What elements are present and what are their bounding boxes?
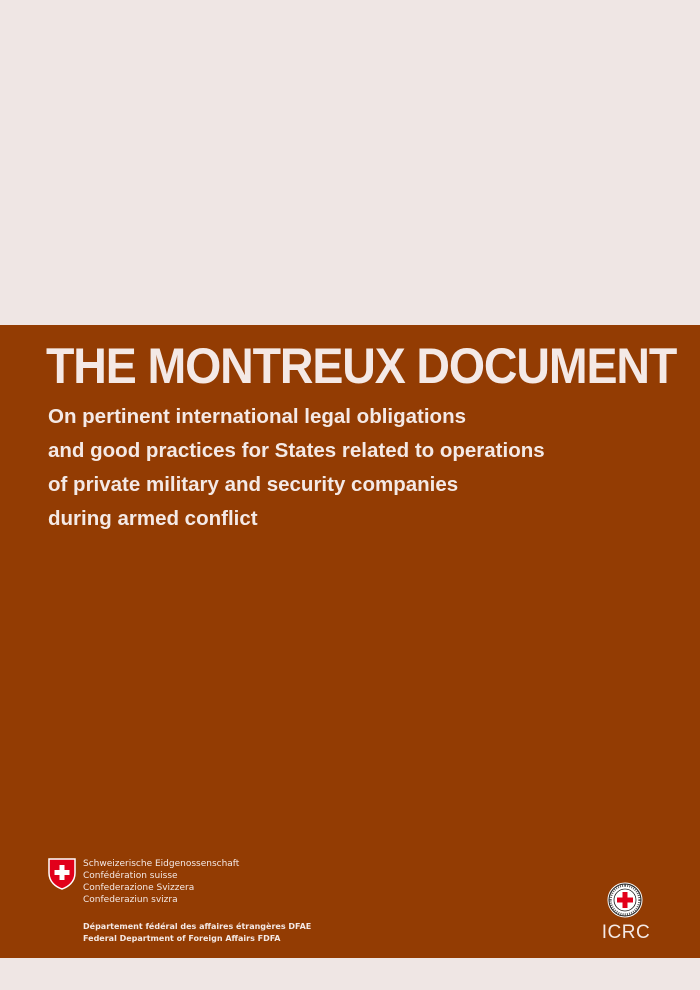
confederation-name: Confederaziun svizra [83, 895, 178, 905]
department-name-fr: Département fédéral des affaires étrangères DFAE [83, 922, 312, 931]
icrc-label: ICRC [601, 922, 651, 943]
top-light-band [0, 0, 700, 325]
subtitle-line: and good practices for States related to operations [48, 439, 545, 462]
document-title: THE MONTREUX DOCUMENT [46, 338, 677, 394]
confederation-name: Confédération suisse [83, 871, 178, 881]
subtitle-line: On pertinent international legal obligations [48, 405, 466, 428]
department-name-en: Federal Department of Foreign Affairs FDFA [83, 934, 281, 943]
swiss-confederation-names [83, 858, 239, 906]
icrc-red-cross-emblem-icon [607, 882, 643, 918]
department-names [83, 921, 311, 945]
document-subtitle [48, 400, 608, 536]
confederation-name: Confederazione Svizzera [83, 883, 195, 893]
subtitle-line: during armed conflict [48, 507, 258, 530]
subtitle-line: of private military and security companies [48, 473, 459, 496]
swiss-coat-of-arms-icon [48, 858, 76, 890]
confederation-name: Schweizerische Eidgenossenschaft [83, 859, 240, 869]
